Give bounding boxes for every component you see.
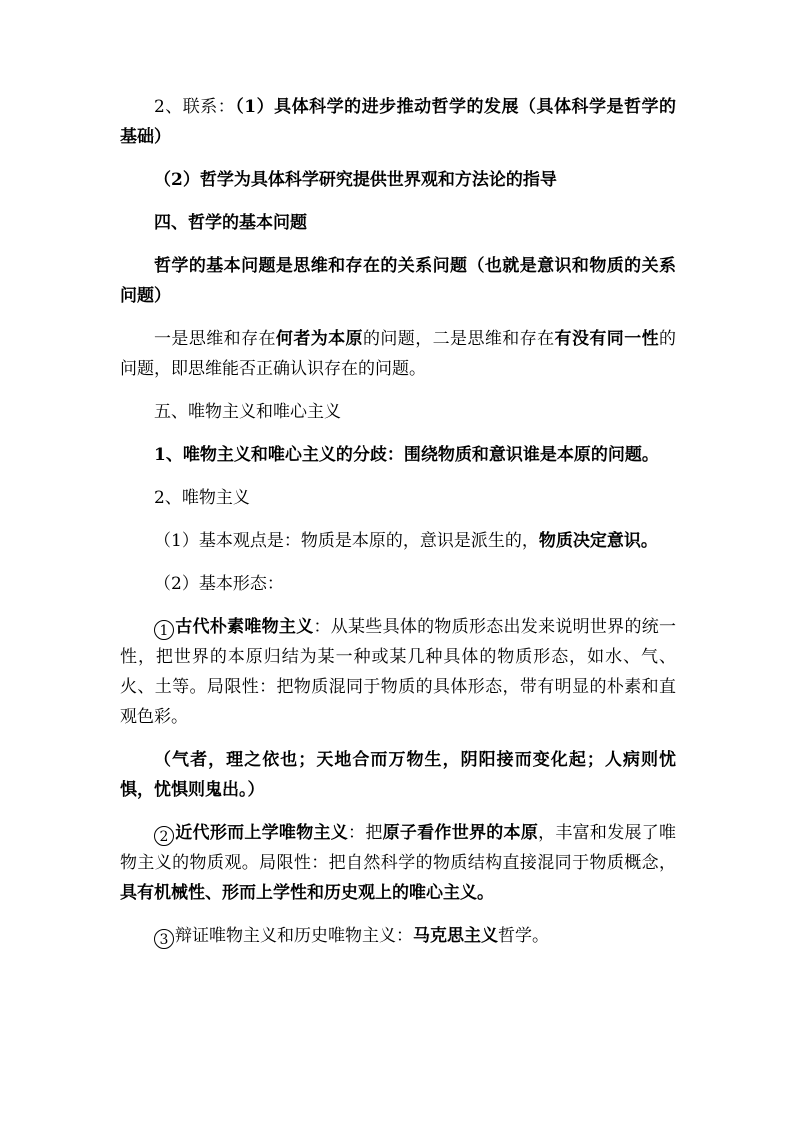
circled-number-3: 3	[154, 929, 174, 949]
key-term-matter-decides: 物质决定意识。	[538, 531, 658, 551]
key-term-marxism: 马克思主义	[413, 926, 498, 946]
paragraph-quote: （气者，理之依也；天地合而万物生，阴阳接而变化起；人病则忧惧，忧惧则鬼出。）	[120, 750, 676, 800]
paragraph-relation	[120, 92, 676, 152]
text-segment: 的问题，即思维能否正确认识存在的问题。	[120, 329, 677, 379]
key-term-modern-materialism: 近代形而上学唯物主义	[175, 823, 349, 843]
paragraph-dialectical-materialism	[120, 921, 676, 951]
paragraph-basic-forms: （2）基本形态：	[154, 574, 284, 594]
text-segment: 辩证唯物主义和历史唯物主义：	[175, 926, 413, 946]
text-segment: 一是思维和存在	[154, 329, 276, 349]
subheading-materialism: 2、唯物主义	[154, 488, 250, 508]
circled-number-1: 1	[154, 620, 174, 640]
paragraph-basic-view	[120, 526, 676, 556]
key-term-identity: 有没有同一性	[554, 329, 660, 349]
text-segment: ：从某些具体的物质形态出发来说明世界的统一性，把世界的本原归结为某一种或某几种具体的物质形态，如水、气、火、土等。局限性：把物质混同于物质的具体形态，带有明显的朴素和直观色彩。	[120, 617, 677, 727]
paragraph-two-aspects	[120, 324, 676, 384]
paragraph-ancient-materialism	[120, 612, 676, 732]
relation-heading: 2、联系：	[154, 97, 236, 117]
text-segment: （1）基本观点是：物质是本原的，意识是派生的，	[154, 531, 539, 551]
document-body	[120, 92, 676, 964]
key-term-atom-origin: 原子看作世界的本原	[382, 823, 539, 843]
key-term-limitations: 具有机械性、形而上学性和历史观上的唯心主义。	[120, 883, 494, 903]
paragraph-basic-question: 哲学的基本问题是思维和存在的关系问题（也就是意识和物质的关系问题）	[120, 256, 676, 306]
section-heading-materialism-idealism: 五、唯物主义和唯心主义	[154, 402, 341, 422]
key-term-origin: 何者为本原	[275, 329, 363, 349]
text-segment: ，丰富和发展了唯物主义的物质观。局限性：把自然科学的物质结构直接混同于物质概念，	[120, 823, 677, 873]
paragraph-divergence: 1、唯物主义和唯心主义的分歧：围绕物质和意识谁是本原的问题。	[154, 445, 659, 465]
relation-point-1: （1）具体科学的进步推动哲学的发展（具体科学是哲学的基础）	[120, 97, 676, 147]
paragraph-modern-materialism	[120, 818, 676, 908]
text-segment: 哲学。	[498, 926, 549, 946]
paragraph-relation-point-2: （2）哲学为具体科学研究提供世界观和方法论的指导	[154, 170, 557, 190]
text-segment: ：把	[348, 823, 383, 843]
text-segment: 的问题，二是思维和存在	[362, 329, 555, 349]
key-term-ancient-materialism: 古代朴素唯物主义	[175, 617, 314, 637]
circled-number-2: 2	[154, 826, 174, 846]
section-heading-basic-question: 四、哲学的基本问题	[154, 213, 307, 233]
